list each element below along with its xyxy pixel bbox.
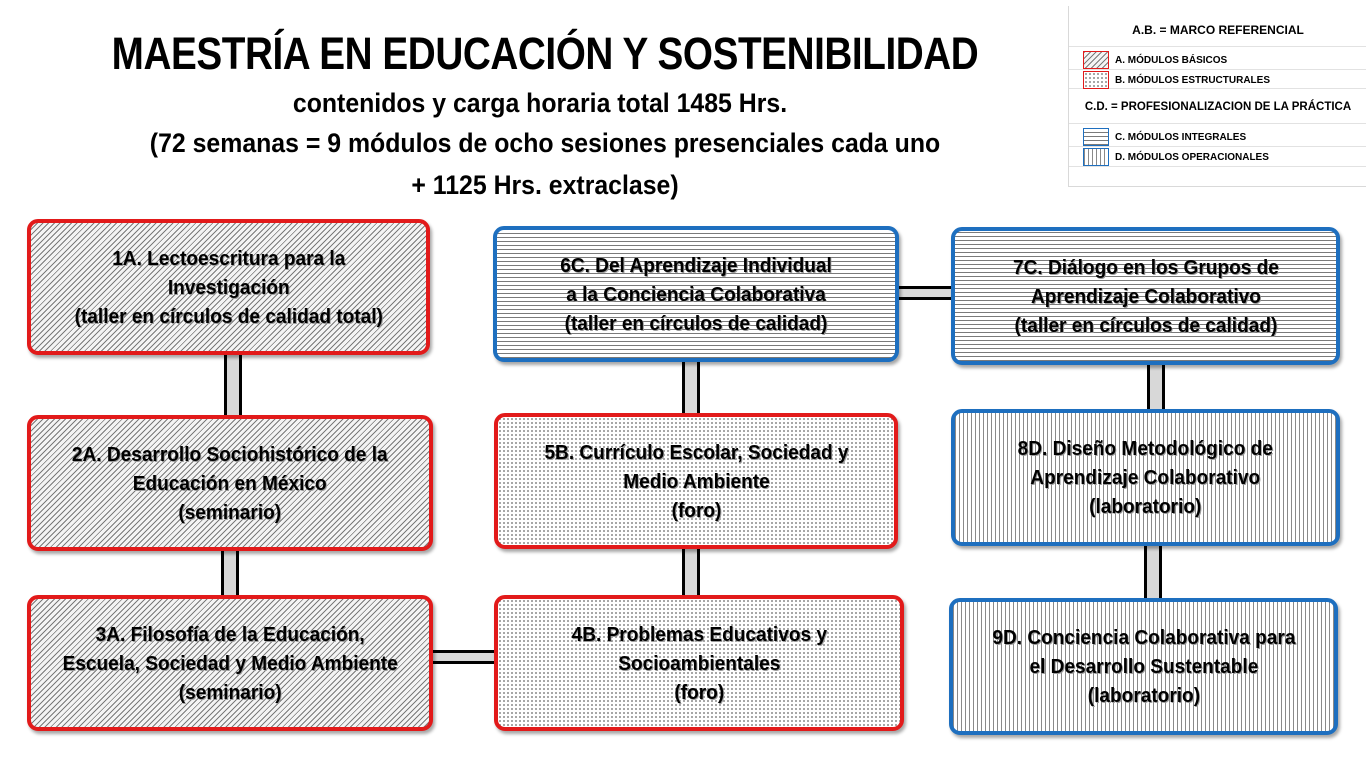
connector-7c-8d [1147,362,1165,412]
module-6c-label: 6C. Del Aprendizaje Individual a la Conciencia Colaborativa (taller en círculos de calidad) [560,253,832,335]
legend-swatch-b [1083,71,1109,89]
subtitle-hours: contenidos y carga horaria total 1485 Hrs. [292,88,788,118]
connector-8d-9d [1144,543,1162,601]
page-title: MAESTRÍA EN EDUCACIÓN Y SOSTENIBILIDAD [111,28,979,79]
module-4b [494,595,904,731]
module-1a [27,219,430,355]
module-5b [494,413,898,549]
module-3a [27,595,433,731]
module-3a-label: 3A. Filosofía de la Educación, Escuela, Sociedad y Medio Ambiente (seminario) [62,622,398,704]
legend-gridline [1069,123,1366,124]
connector-1a-2a [224,352,242,418]
legend-label-b: B. MÓDULOS ESTRUCTURALES [1115,74,1270,86]
module-8d-label: 8D. Diseño Metodológico de Aprendizaje Colaborativo (laboratorio) [1017,437,1274,518]
legend-swatch-d [1083,148,1109,166]
module-2a [27,415,433,551]
legend-item-b [1083,70,1366,90]
connector-6c-7c [896,286,954,300]
legend-swatch-c [1083,128,1109,146]
module-6c [493,226,899,362]
legend-item-c [1083,127,1366,147]
module-8d [951,409,1340,546]
legend-item-d [1083,147,1366,167]
module-9d [949,598,1338,735]
legend-heading-ab: A.B. = MARCO REFERENCIAL [1132,23,1304,37]
subtitle-weeks: (72 semanas = 9 módulos de ocho sesiones presenciales cada uno [149,128,941,158]
module-4b-label: 4B. Problemas Educativos y Socioambientales (foro) [571,622,827,704]
legend-item-a [1083,50,1366,70]
connector-5b-6c [682,358,700,416]
legend-swatch-a [1083,51,1109,69]
legend-label-d: D. MÓDULOS OPERACIONALES [1115,151,1269,163]
legend-heading-cd: C.D. = PROFESIONALIZACION DE LA PRÁCTICA [1084,101,1352,113]
module-1a-label: 1A. Lectoescritura para la Investigación (taller en círculos de calidad total) [74,246,383,328]
legend-label-c: C. MÓDULOS INTEGRALES [1115,131,1247,143]
module-7c [951,227,1340,365]
legend [1068,6,1366,187]
legend-gridline [1069,46,1366,47]
module-9d-label: 9D. Conciencia Colaborativa para el Desarrollo Sustentable (laboratorio) [991,626,1296,707]
legend-label-a: A. MÓDULOS BÁSICOS [1115,54,1228,66]
module-2a-label: 2A. Desarrollo Sociohistórico de la Educación en México (seminario) [72,442,388,524]
connector-2a-3a [221,548,239,598]
module-5b-label: 5B. Currículo Escolar, Sociedad y Medio Ambiente (foro) [543,440,849,522]
subtitle-extraclase: + 1125 Hrs. extraclase) [411,170,679,200]
module-7c-label: 7C. Diálogo en los Grupos de Aprendizaje Colaborativo (taller en círculos de calidad) [1012,255,1279,337]
connector-3a-4b [430,650,498,664]
connector-4b-5b [682,546,700,598]
